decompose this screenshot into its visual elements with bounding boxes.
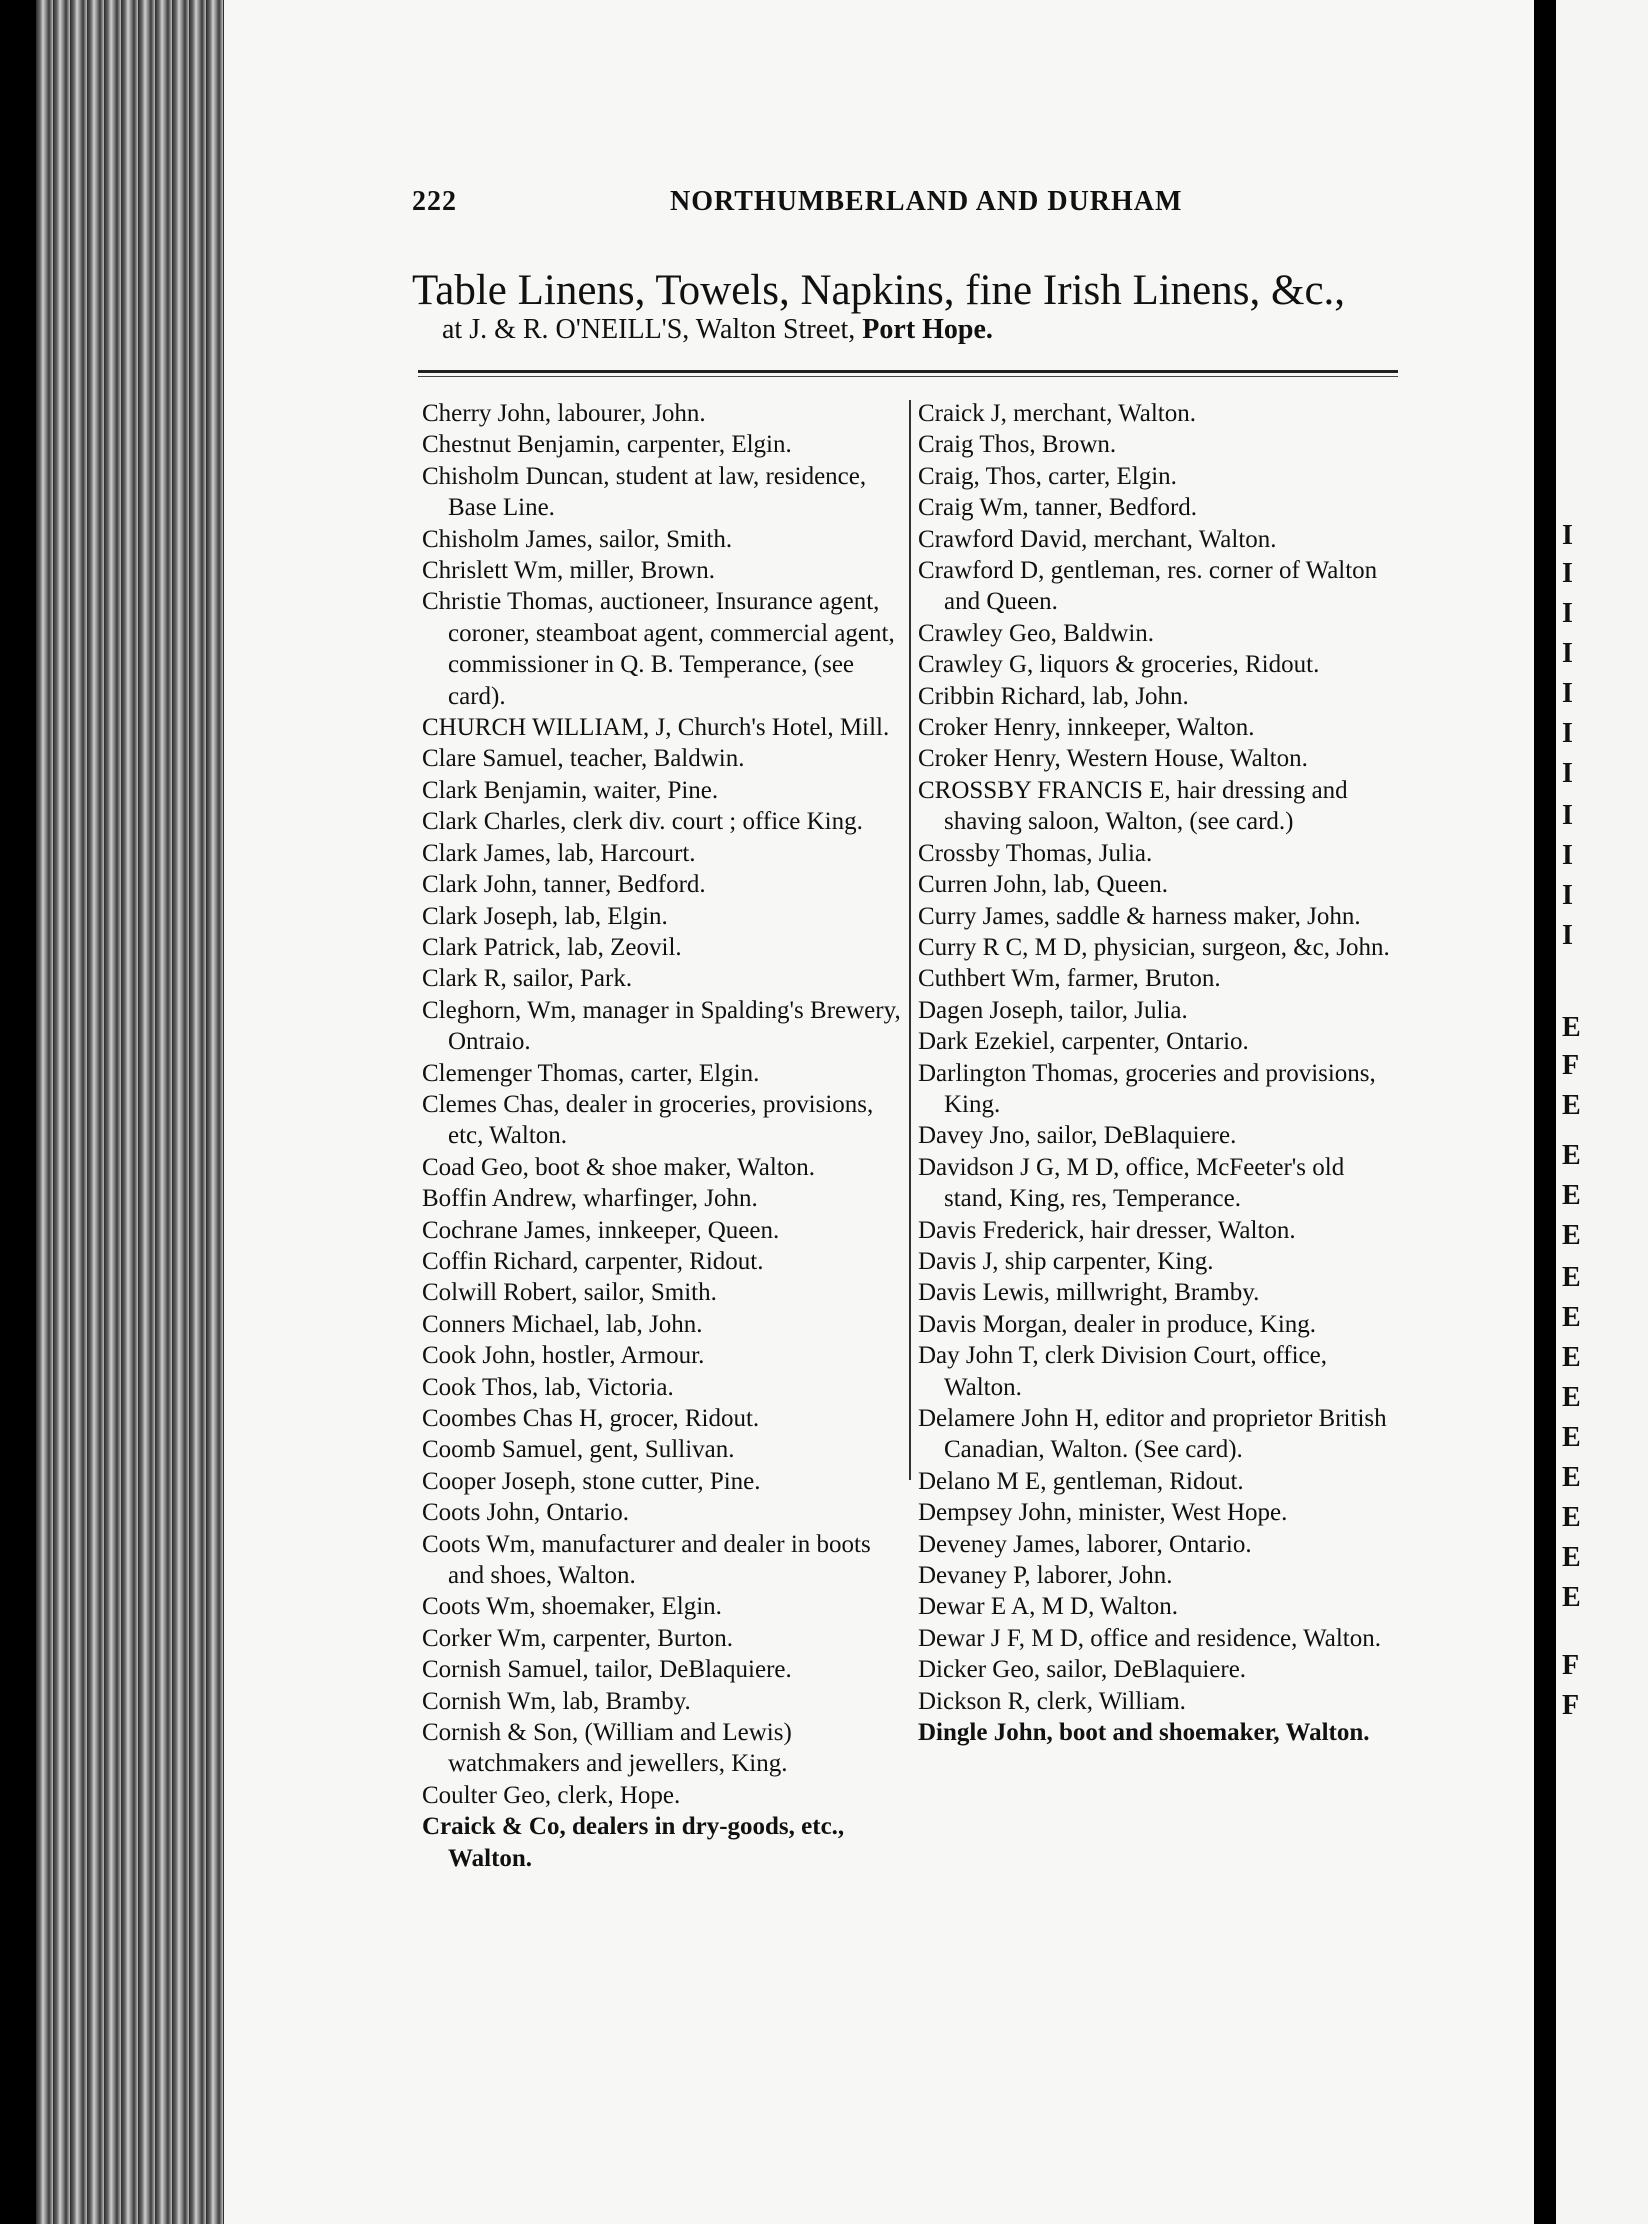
directory-entry: Coulter Geo, clerk, Hope. (422, 1781, 681, 1809)
facing-page-fragment: E (1562, 1382, 1581, 1413)
directory-entry: Clark Joseph, lab, Elgin. (422, 902, 668, 930)
directory-entry: Chrislett Wm, miller, Brown. (422, 557, 715, 585)
facing-page-fragment: F (1562, 1650, 1580, 1681)
directory-entry: Dingle John, boot and shoemaker, Walton. (918, 1719, 1370, 1747)
page-number: 222 (412, 186, 457, 217)
facing-page-fragment: E (1562, 1180, 1581, 1211)
facing-page-fragment: I (1562, 638, 1573, 669)
directory-entry: Delamere John H, editor and proprietor British Canadian, Walton. (See card). (918, 1405, 1387, 1464)
facing-page-fragment: F (1562, 1690, 1580, 1721)
directory-entry: Crawley G, liquors & groceries, Ridout. (918, 651, 1320, 679)
directory-entry: Davis Frederick, hair dresser, Walton. (918, 1216, 1296, 1244)
directory-entry: CROSSBY FRANCIS E, hair dressing and shaving saloon, Walton, (see card.) (918, 776, 1348, 836)
directory-entry: Coffin Richard, carpenter, Ridout. (422, 1247, 764, 1275)
directory-entry: Clark James, lab, Harcourt. (422, 839, 696, 867)
directory-entry: Coomb Samuel, gent, Sullivan. (422, 1436, 735, 1464)
divider-rule-thin (418, 376, 1398, 377)
directory-entry: Craig Wm, tanner, Bedford. (918, 494, 1198, 522)
directory-entry: Crawford David, merchant, Walton. (918, 525, 1277, 553)
directory-entry: Cook Thos, lab, Victoria. (422, 1373, 674, 1401)
directory-entry: Dagen Joseph, tailor, Julia. (918, 996, 1188, 1024)
directory-column-left (422, 398, 912, 1874)
directory-entry: Clemes Chas, dealer in groceries, provisions, etc, Walton. (422, 1090, 874, 1150)
directory-entry: Curry R C, M D, physician, surgeon, &c, John. (918, 933, 1390, 961)
facing-page-fragment: I (1562, 880, 1573, 911)
facing-page-fragment: E (1562, 1220, 1581, 1251)
directory-entry: Deveney James, laborer, Ontario. (918, 1530, 1252, 1558)
directory-entry: Cornish Wm, lab, Bramby. (422, 1687, 691, 1715)
facing-page-fragment: E (1562, 1582, 1581, 1613)
page-header (412, 186, 1402, 226)
facing-page-fragment: I (1562, 758, 1573, 789)
directory-entry: Croker Henry, Western House, Walton. (918, 745, 1308, 773)
directory-entry: Day John T, clerk Division Court, office, Walton. (918, 1342, 1327, 1401)
directory-entry: Chestnut Benjamin, carpenter, Elgin. (422, 431, 792, 459)
directory-entry: Cuthbert Wm, farmer, Bruton. (918, 965, 1221, 993)
directory-entry: Colwill Robert, sailor, Smith. (422, 1279, 717, 1307)
directory-entry: Crossby Thomas, Julia. (918, 839, 1153, 867)
directory-entry: Clark Charles, clerk div. court ; office King. (422, 808, 863, 836)
directory-entry: Davidson J G, M D, office, McFeeter's old stand, King, res, Temperance. (918, 1153, 1345, 1213)
facing-page-fragment: E (1562, 1012, 1581, 1043)
directory-entry: Coombes Chas H, grocer, Ridout. (422, 1405, 760, 1432)
directory-entry: Crawley Geo, Baldwin. (918, 619, 1155, 647)
directory-entry: Boffin Andrew, wharfinger, John. (422, 1185, 758, 1213)
directory-entry: Cornish & Son, (William and Lewis) watchmakers and jewellers, King. (422, 1719, 792, 1778)
directory-entry: Dicker Geo, sailor, DeBlaquiere. (918, 1656, 1247, 1684)
directory-entry: Devaney P, laborer, John. (918, 1562, 1173, 1590)
facing-page-fragment: E (1562, 1502, 1581, 1533)
directory-entry: Davis J, ship carpenter, King. (918, 1247, 1214, 1275)
directory-entry: Clark R, sailor, Park. (422, 965, 633, 993)
directory-entry: Coots Wm, manufacturer and dealer in boots and shoes, Walton. (422, 1530, 871, 1590)
directory-entry: Craick & Co, dealers in dry-goods, etc., Walton. (422, 1813, 845, 1872)
ad-street: Walton Street, (695, 314, 856, 345)
facing-page-fragment: E (1562, 1342, 1581, 1373)
directory-entry: Chisholm James, sailor, Smith. (422, 525, 733, 553)
divider-rule (418, 370, 1398, 373)
facing-page-fragment: I (1562, 678, 1573, 709)
directory-entry: CHURCH WILLIAM, J, Church's Hotel, Mill. (422, 714, 890, 742)
directory-entry: Clemenger Thomas, carter, Elgin. (422, 1059, 760, 1087)
book-page-edges (36, 0, 226, 2224)
facing-page-fragment: E (1562, 1090, 1581, 1121)
facing-page-fragment: E (1562, 1302, 1581, 1333)
directory-entry: Corker Wm, carpenter, Burton. (422, 1624, 733, 1652)
directory-entry: Coots Wm, shoemaker, Elgin. (422, 1593, 722, 1621)
directory-entry: Davey Jno, sailor, DeBlaquiere. (918, 1122, 1237, 1150)
facing-page-fragment: F (1562, 1050, 1580, 1081)
facing-page (1556, 0, 1648, 2224)
directory-entry: Clare Samuel, teacher, Baldwin. (422, 745, 745, 773)
directory-entry: Cook John, hostler, Armour. (422, 1342, 705, 1370)
ad-town: Port Hope. (862, 314, 993, 345)
facing-page-fragment: E (1562, 1462, 1581, 1493)
directory-entry: Coots John, Ontario. (422, 1499, 629, 1527)
facing-page-fragment: E (1562, 1422, 1581, 1453)
directory-entry: Dewar J F, M D, office and residence, Walton. (918, 1624, 1381, 1652)
facing-page-fragment: I (1562, 598, 1573, 629)
facing-page-fragment: E (1562, 1262, 1581, 1293)
directory-entry: Cherry John, labourer, John. (422, 400, 706, 427)
facing-page-fragment: I (1562, 800, 1573, 831)
facing-page-fragment: I (1562, 718, 1573, 749)
ad-merchant: at J. & R. O'NEILL'S, (442, 314, 690, 345)
directory-entry: Crawford D, gentleman, res. corner of Walton and Queen. (918, 557, 1378, 616)
directory-entry: Chisholm Duncan, student at law, residence, Base Line. (422, 462, 867, 522)
directory-entry: Craig Thos, Brown. (918, 431, 1117, 459)
directory-entry: Curry James, saddle & harness maker, John. (918, 902, 1361, 930)
facing-page-fragment: I (1562, 520, 1573, 551)
directory-entry: Conners Michael, lab, John. (422, 1310, 703, 1338)
facing-page-fragment: E (1562, 1140, 1581, 1171)
directory-entry: Clark Patrick, lab, Zeovil. (422, 933, 682, 961)
facing-page-fragment: I (1562, 840, 1573, 871)
directory-entry: Cornish Samuel, tailor, DeBlaquiere. (422, 1656, 792, 1684)
running-title: NORTHUMBERLAND AND DURHAM (670, 186, 1183, 217)
directory-entry: Dempsey John, minister, West Hope. (918, 1499, 1288, 1527)
facing-page-fragment: I (1562, 558, 1573, 589)
directory-entry: Clark Benjamin, waiter, Pine. (422, 776, 719, 804)
directory-entry: Dickson R, clerk, William. (918, 1687, 1186, 1715)
directory-entry: Craick J, merchant, Walton. (918, 400, 1197, 427)
directory-entry: Cribbin Richard, lab, John. (918, 682, 1189, 710)
directory-entry: Davis Morgan, dealer in produce, King. (918, 1310, 1317, 1338)
directory-entry: Croker Henry, innkeeper, Walton. (918, 714, 1255, 742)
advertisement-subline (442, 314, 1442, 346)
directory-entry: Clark John, tanner, Bedford. (422, 871, 706, 899)
advertisement-headline: Table Linens, Towels, Napkins, fine Irish Linens, &c., (412, 267, 1346, 314)
directory-entry: Davis Lewis, millwright, Bramby. (918, 1279, 1260, 1307)
directory-entry: Cooper Joseph, stone cutter, Pine. (422, 1467, 761, 1495)
directory-entry: Darlington Thomas, groceries and provisions, King. (918, 1059, 1376, 1118)
directory-entry: Coad Geo, boot & shoe maker, Walton. (422, 1153, 815, 1181)
facing-page-fragment: I (1562, 920, 1573, 951)
directory-entry: Christie Thomas, auctioneer, Insurance agent, coroner, steamboat agent, commercial agent, commissioner in Q. B. Temperance, (see card). (422, 588, 895, 710)
directory-column-right (918, 398, 1408, 1748)
column-divider (909, 400, 911, 1480)
directory-entry: Cleghorn, Wm, manager in Spalding's Brewery, Ontraio. (422, 996, 901, 1056)
directory-entry: Curren John, lab, Queen. (918, 871, 1168, 899)
directory-entry: Cochrane James, innkeeper, Queen. (422, 1216, 780, 1244)
directory-entry: Dewar E A, M D, Walton. (918, 1593, 1178, 1621)
facing-page-fragment: E (1562, 1542, 1581, 1573)
directory-entry: Craig, Thos, carter, Elgin. (918, 462, 1177, 490)
directory-entry: Delano M E, gentleman, Ridout. (918, 1467, 1244, 1495)
directory-entry: Dark Ezekiel, carpenter, Ontario. (918, 1028, 1249, 1056)
